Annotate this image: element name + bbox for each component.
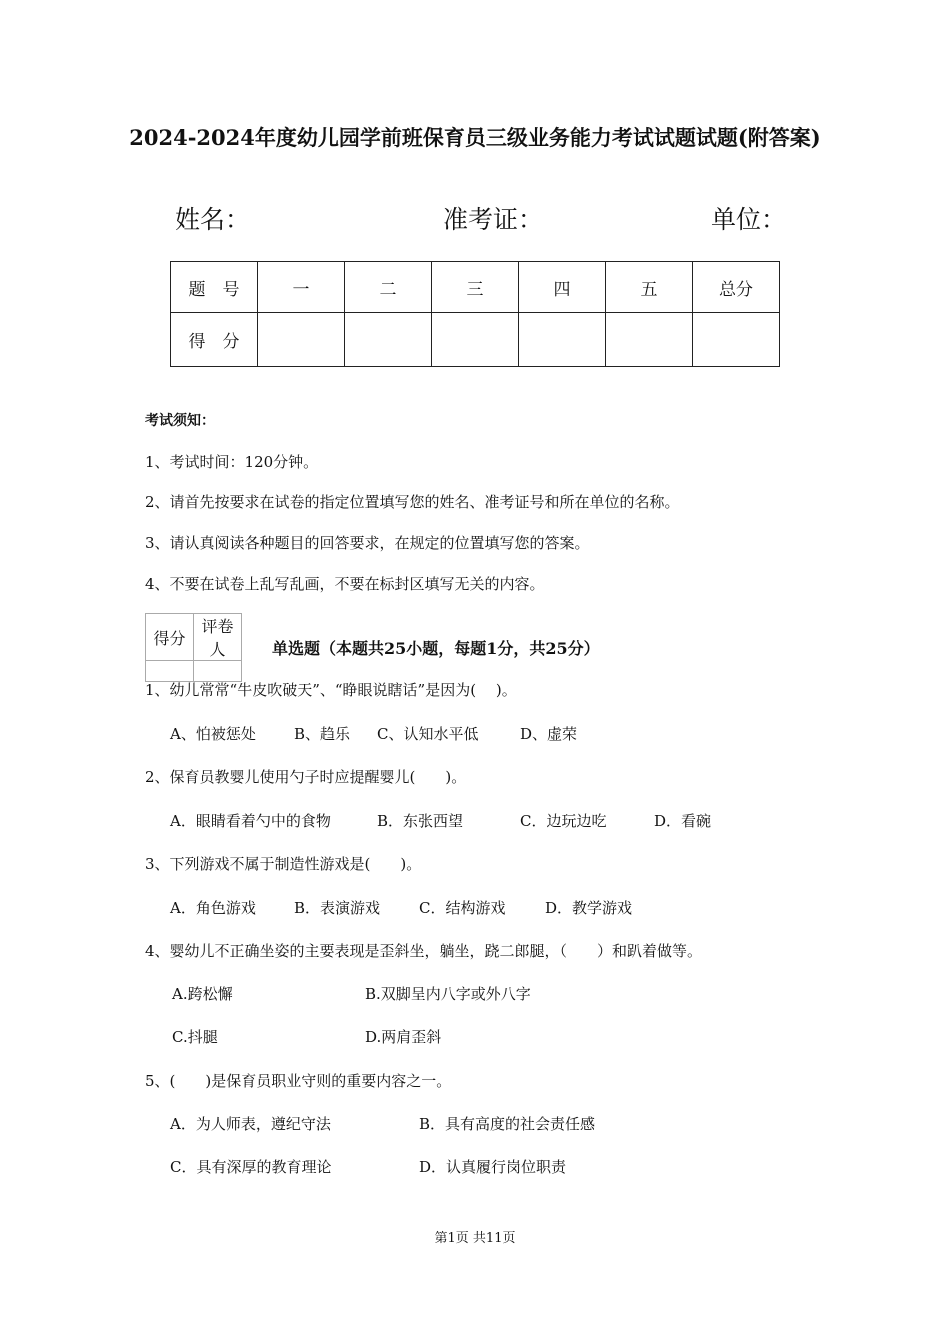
question-stem: 3、下列游戏不属于制造性游戏是( )。 <box>145 855 422 873</box>
page-title: 2024-2024年度幼儿园学前班保育员三级业务能力考试试题试题(附答案) <box>129 125 821 150</box>
notice-heading: 考试须知： <box>145 413 215 429</box>
question-option[interactable]: B．表演游戏 <box>294 899 381 917</box>
question-option[interactable]: C.抖腿 <box>172 1028 218 1046</box>
grader-reviewer-label: 评卷人 <box>194 614 242 661</box>
score-cell[interactable] <box>432 313 519 367</box>
question-option[interactable]: A．眼睛看着勺中的食物 <box>170 812 331 830</box>
question-option[interactable]: B.双脚呈内八字或外八字 <box>365 985 531 1003</box>
notice-item: 2、请首先按要求在试卷的指定位置填写您的姓名、准考证号和所在单位的名称。 <box>145 493 680 511</box>
notice-item: 1、考试时间：120分钟。 <box>145 453 319 471</box>
question-stem: 5、( )是保育员职业守则的重要内容之一。 <box>145 1072 452 1090</box>
score-table-header-row <box>171 262 780 313</box>
notice-item: 4、不要在试卷上乱写乱画，不要在标封区填写无关的内容。 <box>145 575 545 593</box>
question-option[interactable]: C．具有深厚的教育理论 <box>170 1158 332 1176</box>
section-title: 单选题（本题共25小题，每题1分，共25分） <box>272 639 600 658</box>
question-option[interactable]: C、认知水平低 <box>377 725 479 743</box>
score-header-cell: 四 <box>519 262 606 313</box>
page-footer: 第1页 共11页 <box>434 1231 516 1246</box>
name-label: 姓名： <box>175 205 251 234</box>
question-stem: 1、幼儿常常“牛皮吹破天”、“睁眼说瞎话”是因为( )。 <box>145 681 517 699</box>
question-option[interactable]: A、怕被惩处 <box>170 725 256 743</box>
question-option[interactable]: D、虚荣 <box>520 725 578 743</box>
question-option[interactable]: A．为人师表，遵纪守法 <box>170 1115 331 1133</box>
score-header-cell: 题 号 <box>171 262 258 313</box>
question-option[interactable]: B、趋乐 <box>294 725 351 743</box>
score-header-cell: 总分 <box>693 262 780 313</box>
score-header-cell: 三 <box>432 262 519 313</box>
score-table <box>170 261 780 367</box>
grader-score-label: 得分 <box>146 614 194 661</box>
score-cell[interactable] <box>693 313 780 367</box>
score-cell[interactable] <box>606 313 693 367</box>
score-cell[interactable] <box>345 313 432 367</box>
question-option[interactable]: C．边玩边吃 <box>520 812 607 830</box>
question-option[interactable]: D．认真履行岗位职责 <box>419 1158 567 1176</box>
score-header-cell: 一 <box>258 262 345 313</box>
question-option[interactable]: B．具有高度的社会责任感 <box>419 1115 596 1133</box>
score-cell[interactable] <box>519 313 606 367</box>
question-option[interactable]: B．东张西望 <box>377 812 464 830</box>
grader-box <box>145 613 242 682</box>
question-option[interactable]: D．看碗 <box>654 812 712 830</box>
score-header-cell: 二 <box>345 262 432 313</box>
notice-item: 3、请认真阅读各种题目的回答要求，在规定的位置填写您的答案。 <box>145 534 590 552</box>
question-option[interactable]: A．角色游戏 <box>170 899 256 917</box>
score-header-cell: 五 <box>606 262 693 313</box>
exam-id-label: 准考证： <box>443 205 544 234</box>
score-row-label: 得 分 <box>171 313 258 367</box>
score-table-score-row <box>171 313 780 367</box>
unit-label: 单位： <box>711 205 787 234</box>
question-stem: 2、保育员教婴儿使用勺子时应提醒婴儿( )。 <box>145 768 467 786</box>
question-option[interactable]: A.跨松懈 <box>172 985 233 1003</box>
question-option[interactable]: C．结构游戏 <box>419 899 506 917</box>
question-option[interactable]: D.两肩歪斜 <box>365 1028 442 1046</box>
score-cell[interactable] <box>258 313 345 367</box>
question-option[interactable]: D．教学游戏 <box>545 899 633 917</box>
question-stem: 4、婴幼儿不正确坐姿的主要表现是歪斜坐，躺坐，跷二郎腿，（ ）和趴着做等。 <box>145 942 703 960</box>
